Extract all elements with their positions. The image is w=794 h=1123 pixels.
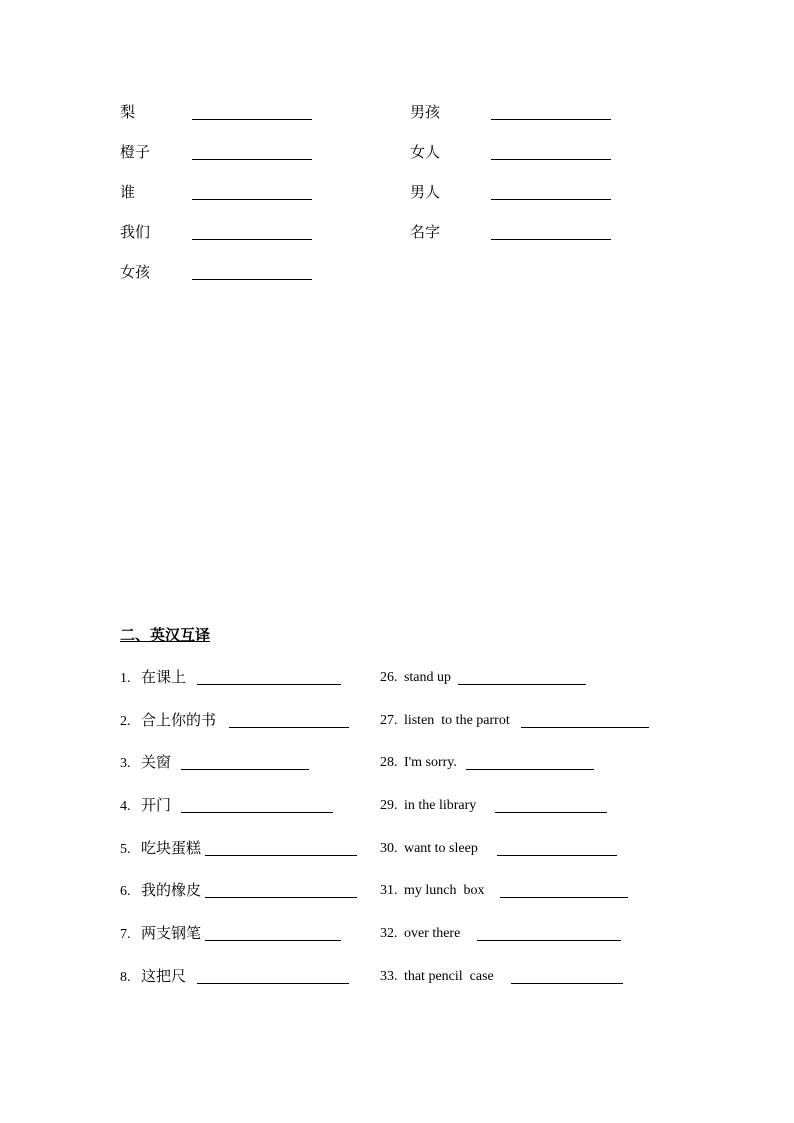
question-row xyxy=(380,667,451,688)
question-text: I'm sorry. xyxy=(403,755,457,770)
answer-blank[interactable] xyxy=(491,159,611,160)
question-row xyxy=(120,667,186,689)
answer-blank[interactable] xyxy=(511,983,623,984)
question-row xyxy=(120,966,186,988)
question-text: 吃块蛋糕 xyxy=(140,839,201,857)
question-number: 28. xyxy=(380,755,398,770)
answer-blank[interactable] xyxy=(497,855,617,856)
question-row xyxy=(380,795,476,816)
question-number: 8. xyxy=(120,970,131,985)
question-number: 29. xyxy=(380,798,398,813)
question-row xyxy=(120,752,171,774)
question-number: 33. xyxy=(380,969,398,984)
answer-blank[interactable] xyxy=(192,159,312,160)
question-text: 两支钢笔 xyxy=(140,924,201,942)
question-text: that pencil case xyxy=(403,969,494,984)
answer-blank[interactable] xyxy=(466,769,594,770)
answer-blank[interactable] xyxy=(477,940,621,941)
answer-blank[interactable] xyxy=(192,239,312,240)
vocab-word: 女人 xyxy=(410,143,441,161)
question-text: listen to the parrot xyxy=(403,713,510,728)
question-row xyxy=(380,923,460,944)
question-row xyxy=(120,795,171,817)
question-text: 这把尺 xyxy=(140,967,186,985)
question-text: my lunch box xyxy=(403,883,485,898)
question-number: 7. xyxy=(120,927,131,942)
question-number: 2. xyxy=(120,714,131,729)
question-number: 26. xyxy=(380,670,398,685)
answer-blank[interactable] xyxy=(491,239,611,240)
question-number: 30. xyxy=(380,841,398,856)
answer-blank[interactable] xyxy=(197,684,341,685)
question-text: 我的橡皮 xyxy=(140,881,201,899)
question-text: over there xyxy=(403,926,461,941)
answer-blank[interactable] xyxy=(181,769,309,770)
answer-blank[interactable] xyxy=(205,855,357,856)
answer-blank[interactable] xyxy=(197,983,349,984)
vocab-word: 谁 xyxy=(120,183,136,201)
vocab-word: 男孩 xyxy=(410,103,441,121)
question-text: in the library xyxy=(403,798,477,813)
question-text: 关窗 xyxy=(140,753,171,771)
question-row xyxy=(120,710,216,732)
question-row xyxy=(380,838,478,859)
answer-blank[interactable] xyxy=(192,279,312,280)
vocab-word: 女孩 xyxy=(120,263,151,281)
answer-blank[interactable] xyxy=(495,812,607,813)
question-text: stand up xyxy=(403,670,452,685)
question-number: 27. xyxy=(380,713,398,728)
answer-blank[interactable] xyxy=(458,684,586,685)
question-row xyxy=(120,880,201,902)
question-number: 1. xyxy=(120,671,131,686)
question-row xyxy=(380,966,494,987)
question-number: 4. xyxy=(120,799,131,814)
answer-blank[interactable] xyxy=(192,199,312,200)
vocab-word: 梨 xyxy=(120,103,136,121)
answer-blank[interactable] xyxy=(491,199,611,200)
question-number: 5. xyxy=(120,842,131,857)
question-row xyxy=(380,752,457,773)
answer-blank[interactable] xyxy=(500,897,628,898)
question-number: 3. xyxy=(120,756,131,771)
question-number: 31. xyxy=(380,883,398,898)
vocab-word: 名字 xyxy=(410,223,441,241)
answer-blank[interactable] xyxy=(491,119,611,120)
question-row xyxy=(120,923,201,945)
answer-blank[interactable] xyxy=(205,940,341,941)
question-row xyxy=(380,710,510,731)
question-number: 6. xyxy=(120,884,131,899)
question-row xyxy=(380,880,484,901)
section-title: 二、英汉互译 xyxy=(120,626,211,644)
answer-blank[interactable] xyxy=(181,812,333,813)
answer-blank[interactable] xyxy=(229,727,349,728)
answer-blank[interactable] xyxy=(521,727,649,728)
answer-blank[interactable] xyxy=(192,119,312,120)
question-number: 32. xyxy=(380,926,398,941)
vocab-word: 我们 xyxy=(120,223,151,241)
vocab-word: 男人 xyxy=(410,183,441,201)
question-text: 开门 xyxy=(140,796,171,814)
answer-blank[interactable] xyxy=(205,897,357,898)
vocab-word: 橙子 xyxy=(120,143,151,161)
question-text: want to sleep xyxy=(403,841,478,856)
question-text: 合上你的书 xyxy=(140,711,216,729)
question-text: 在课上 xyxy=(140,668,186,686)
question-row xyxy=(120,838,201,860)
